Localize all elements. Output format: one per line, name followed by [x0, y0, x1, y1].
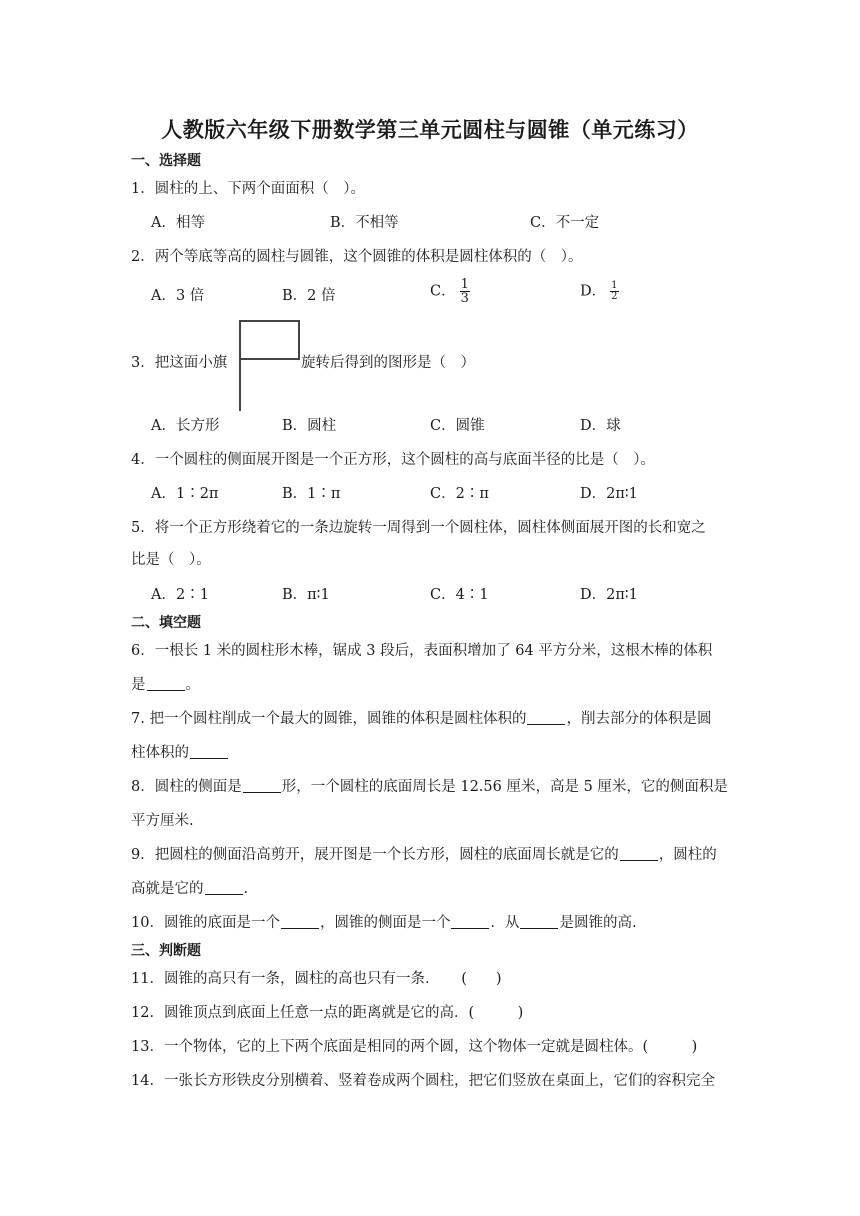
question-6-line-1: 6．一根长 1 米的圆柱形木棒，锯成 3 段后，表面积增加了 64 平方分米，这根木棒的体积: [131, 643, 713, 659]
question-7-line-2: [131, 743, 229, 763]
section-heading-judge: 三、判断题: [131, 943, 201, 959]
answer-blank[interactable]: [205, 880, 243, 895]
question-6-line-2: [131, 675, 200, 695]
q4-option-b: B．1∶π: [282, 486, 341, 502]
question-7-line-1: [131, 709, 711, 729]
q7-text-a: 7. 把一个圆柱削成一个最大的圆锥，圆锥的体积是圆柱体积的: [131, 711, 527, 727]
q10-text-d: 是圆锥的高.: [559, 915, 637, 931]
section-heading-choice: 一、选择题: [131, 153, 201, 169]
q9-text-b: ，圆柱的: [658, 847, 717, 863]
q4-option-c: C．2∶π: [430, 486, 489, 502]
q10-text-c: ．从: [490, 915, 520, 931]
question-9-line-1: [131, 845, 717, 865]
question-4: 4．一个圆柱的侧面展开图是一个正方形，这个圆柱的高与底面半径的比是（ ）。: [131, 452, 655, 468]
answer-blank[interactable]: [520, 914, 558, 929]
question-3-suffix: 旋转后得到的图形是（ ）: [301, 355, 475, 371]
q5-option-b: B．π∶1: [282, 587, 330, 603]
question-5-line-2: 比是（ ）。: [131, 552, 211, 568]
q5-option-a: A．2∶1: [151, 587, 209, 603]
question-13: 13．一个物体，它的上下两个底面是相同的两个圆，这个物体一定就是圆柱体。( ): [131, 1039, 698, 1055]
question-11: 11．圆锥的高只有一条，圆柱的高也只有一条． ( ): [131, 971, 502, 987]
question-2: 2．两个等底等高的圆柱与圆锥，这个圆锥的体积是圆柱体积的（ ）。: [131, 249, 583, 265]
section-heading-fill: 二、填空题: [131, 615, 201, 631]
flag-figure: [238, 320, 302, 412]
q9-text-d: .: [243, 881, 249, 897]
question-8-line-1: [131, 777, 728, 797]
answer-blank[interactable]: [147, 676, 185, 691]
q5-option-d: D．2π∶1: [580, 587, 638, 603]
fraction-one-third: [460, 278, 470, 305]
question-3-prefix: 3．把这面小旗: [131, 355, 228, 371]
q10-text-a: 10．圆锥的底面是一个: [131, 915, 280, 931]
q8-text-a: 8．圆柱的侧面是: [131, 779, 242, 795]
q2-option-b: B．2 倍: [282, 288, 336, 304]
question-10: [131, 913, 637, 933]
fraction-one-half: [610, 281, 618, 302]
q9-text-a: 9．把圆柱的侧面沿高剪开，展开图是一个长方形，圆柱的底面周长就是它的: [131, 847, 619, 863]
question-1: 1．圆柱的上、下两个面面积（ ）。: [131, 181, 365, 197]
answer-blank[interactable]: [527, 710, 565, 725]
answer-blank[interactable]: [281, 914, 319, 929]
fraction-denominator: 2: [611, 291, 618, 302]
q6-text-a: 是: [131, 677, 146, 693]
q2-option-c: [430, 278, 470, 305]
q2-option-d: [580, 281, 619, 302]
fraction-numerator: 1: [611, 280, 618, 291]
question-8-line-2: 平方厘米.: [131, 813, 194, 829]
question-14: 14．一张长方形铁皮分别横着、竖着卷成两个圆柱，把它们竖放在桌面上，它们的容积完全: [131, 1073, 715, 1089]
q4-option-a: A．1∶2π: [151, 486, 219, 502]
answer-blank[interactable]: [620, 846, 658, 861]
q3-option-b: B．圆柱: [282, 418, 337, 434]
answer-blank[interactable]: [190, 744, 228, 759]
q7-text-c: 柱体积的: [131, 745, 189, 761]
question-12: 12．圆锥顶点到底面上任意一点的距离就是它的高．( ): [131, 1005, 524, 1021]
q10-text-b: ，圆锥的侧面是一个: [319, 915, 451, 931]
q1-option-c: C．不一定: [530, 215, 600, 231]
q1-option-b: B．不相等: [330, 215, 399, 231]
q3-option-d: D．球: [580, 418, 621, 434]
q9-text-c: 高就是它的: [131, 881, 204, 897]
question-9-line-2: [131, 879, 248, 899]
q3-option-a: A．长方形: [151, 418, 220, 434]
answer-blank[interactable]: [451, 914, 489, 929]
page-title: 人教版六年级下册数学第三单元圆柱与圆锥（单元练习）: [161, 118, 699, 142]
q6-text-b: 。: [185, 677, 200, 693]
q3-option-c: C．圆锥: [430, 418, 485, 434]
q4-option-d: D．2π∶1: [580, 486, 638, 502]
q8-text-b: 形，一个圆柱的底面周长是 12.56 厘米，高是 5 厘米，它的侧面积是: [281, 779, 728, 795]
answer-blank[interactable]: [243, 778, 281, 793]
fraction-denominator: 3: [460, 291, 469, 306]
q2-option-c-label: C．: [430, 283, 456, 300]
q1-option-a: A．相等: [151, 215, 205, 231]
fraction-numerator: 1: [460, 277, 469, 292]
q7-text-b: ，削去部分的体积是圆: [566, 711, 712, 727]
question-5-line-1: 5．将一个正方形绕着它的一条边旋转一周得到一个圆柱体，圆柱体侧面展开图的长和宽之: [131, 520, 706, 536]
q5-option-c: C．4∶1: [430, 587, 489, 603]
q2-option-a: A．3 倍: [151, 288, 205, 304]
q2-option-d-label: D．: [580, 283, 607, 300]
